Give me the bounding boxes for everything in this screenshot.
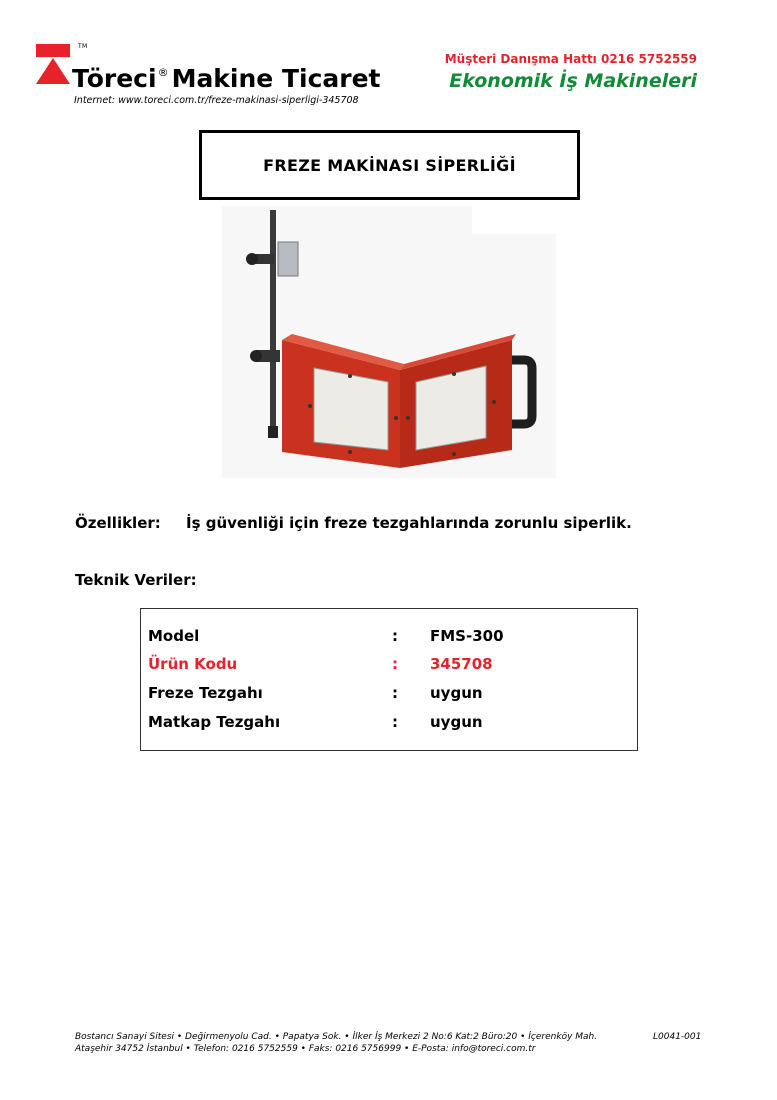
- customer-hotline: Müşteri Danışma Hattı 0216 5752559: [444, 52, 697, 66]
- trademark-mark: TM: [78, 43, 88, 50]
- spec-value: uygun: [430, 713, 483, 731]
- spec-value: FMS-300: [430, 627, 504, 645]
- spec-value: uygun: [430, 684, 483, 702]
- website-url[interactable]: Internet: www.toreci.com.tr/freze-makinasi-siperligi-345708: [74, 95, 359, 106]
- product-title: FREZE MAKİNASI SİPERLİĞİ: [263, 155, 516, 175]
- footer-address-line1: Bostancı Sanayi Sitesi • Değirmenyolu Cad. • Papatya Sok. • İlker İş Merkezi 2 No:6 Kat:2 Büro:20 • İçerenköy Mah.: [75, 1032, 598, 1042]
- spec-separator: :: [392, 684, 398, 702]
- footer-address-line2: Ataşehir 34752 İstanbul • Telefon: 0216 5752559 • Faks: 0216 5756999 • E-Posta: info@toreci.com.tr: [75, 1044, 536, 1054]
- company-slogan: Ekonomik İş Makineleri: [449, 70, 697, 92]
- spec-value: 345708: [430, 655, 493, 673]
- product-photo: [222, 206, 556, 478]
- technical-data-label: Teknik Veriler:: [75, 571, 197, 589]
- spec-separator: :: [392, 627, 398, 645]
- spec-key: Ürün Kodu: [148, 655, 238, 673]
- product-title-box: [199, 130, 580, 200]
- spec-row-milling-machine: [148, 684, 628, 712]
- spec-row-model: [148, 627, 628, 655]
- spec-table: [140, 608, 638, 751]
- spec-key: Freze Tezgahı: [148, 684, 263, 702]
- spec-separator: :: [392, 713, 398, 731]
- registered-mark: ®: [157, 66, 169, 79]
- spec-row-product-code: [148, 655, 628, 683]
- features-label: Özellikler:: [75, 514, 161, 532]
- spec-separator: :: [392, 655, 398, 673]
- brand-name-text: Töreci: [72, 64, 157, 93]
- spec-key: Matkap Tezgahı: [148, 713, 281, 731]
- spec-key: Model: [148, 627, 200, 645]
- toreci-logo-icon: [36, 44, 70, 84]
- document-code: L0041-001: [653, 1032, 702, 1042]
- spec-row-drill-press: [148, 713, 628, 741]
- brand-suffix: Makine Ticaret: [171, 64, 381, 93]
- brand-name[interactable]: [72, 64, 381, 94]
- features-text: İş güvenliği için freze tezgahlarında zorunlu siperlik.: [186, 514, 632, 532]
